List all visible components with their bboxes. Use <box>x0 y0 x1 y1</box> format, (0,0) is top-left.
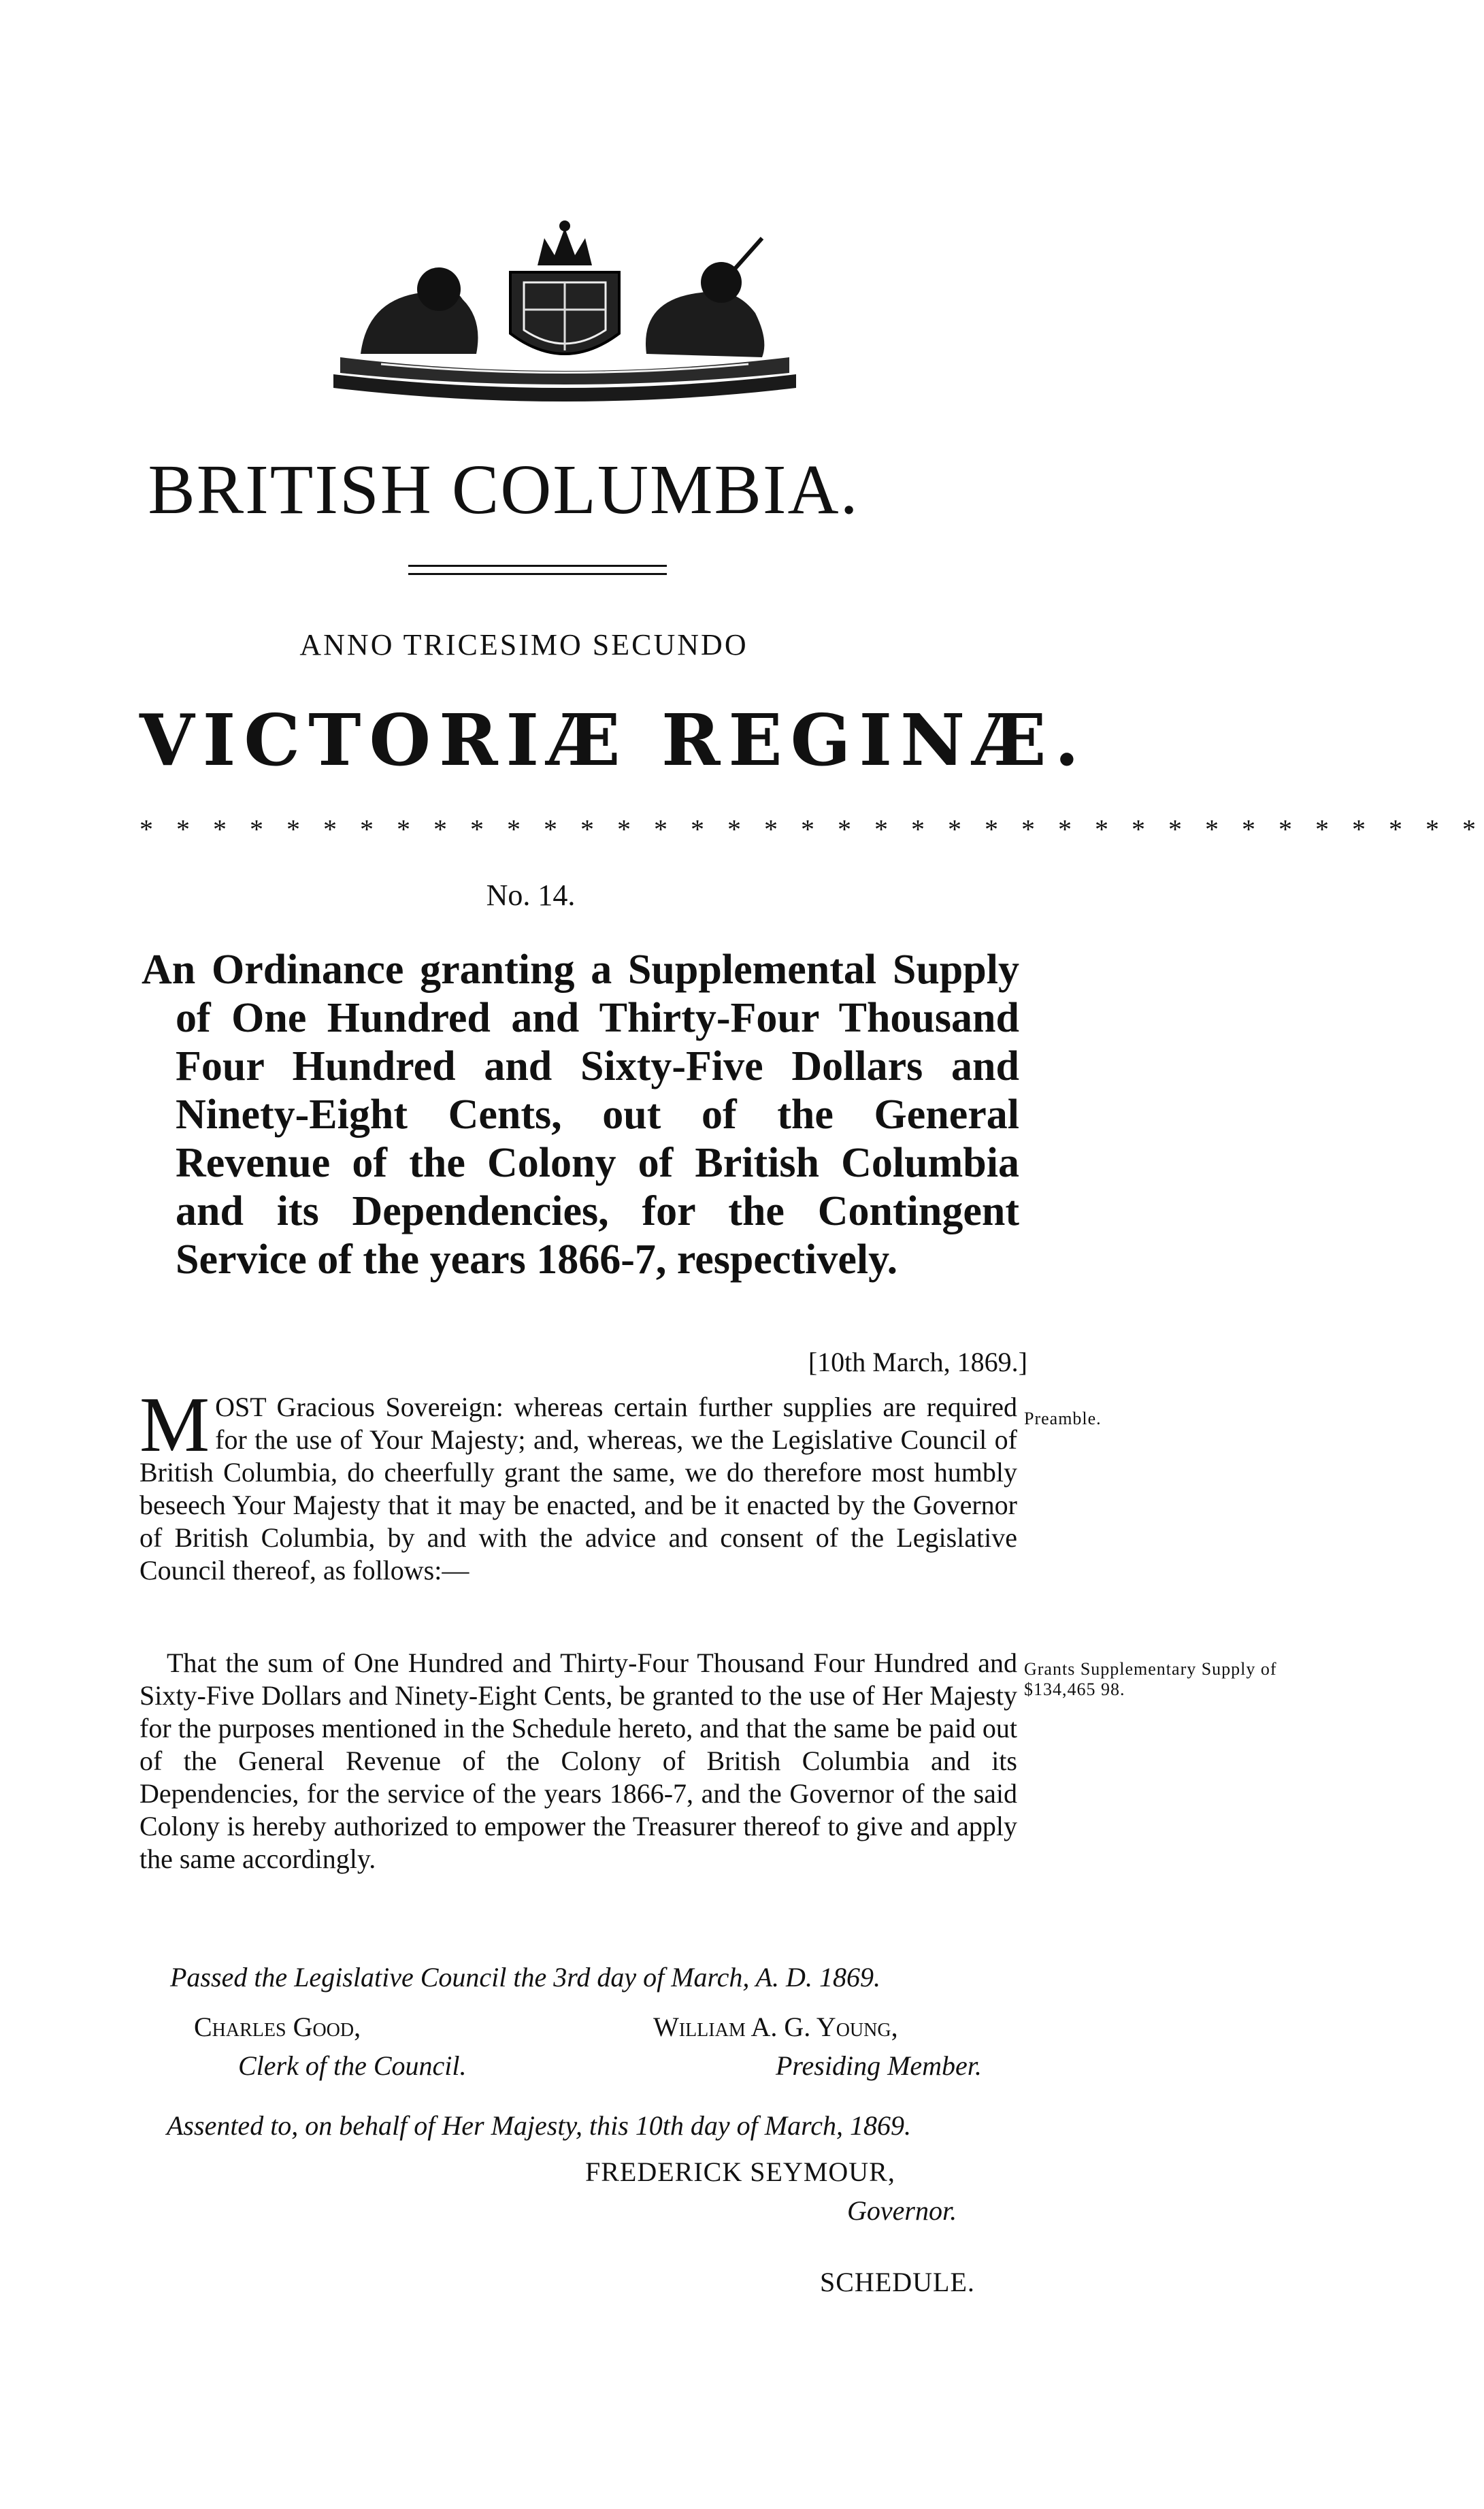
clerk-title: Clerk of the Council. <box>238 2050 467 2081</box>
grant-paragraph: That the sum of One Hundred and Thirty-Four Thousand Four Hundred and Sixty-Five Dollars and Ninety-Eight Cents, be granted to the use of Her Majesty for the purposes mentioned in the Schedule hereto, and that the same be paid out of the General Revenue of the Colony of British Columbia and its Dependencies, for the service of the years 1866-7, and the Governor of the said Colony is hereby authorized to empower the Treasurer thereof to give and apply the same accordingly. <box>139 1647 1017 1874</box>
anno-regni: ANNO TRICESIMO SECUNDO <box>299 628 748 661</box>
governor-title: Governor. <box>847 2195 957 2226</box>
clerk-name: Charles Good, <box>194 2012 361 2042</box>
title-rule-top <box>408 565 667 567</box>
preamble-paragraph <box>139 1381 1017 1587</box>
royal-coat-of-arms-icon <box>320 218 810 395</box>
colony-title: BRITISH COLUMBIA. <box>148 450 859 529</box>
ordinance-title <box>142 946 1019 1284</box>
title-rule-bottom <box>408 573 667 575</box>
presiding-member-name: William A. G. Young, <box>653 2012 898 2042</box>
regnal-title: VICTORIÆ REGINÆ. <box>139 698 1087 782</box>
presiding-member-title: Presiding Member. <box>776 2050 982 2081</box>
assented-line: Assented to, on behalf of Her Majesty, this 10th day of March, 1869. <box>167 2110 911 2141</box>
ordinance-title-text: An Ordinance granting a Supplemental Supply of One Hundred and Thirty-Four Thousand Four Hundred and Sixty-Five Dollars and Ninety-Eight Cents, out of the General Revenue of the Colony of British Columbia and its Dependencies, for the Contingent Service of the years 1866-7, respectively. <box>142 947 1019 1283</box>
margin-note-preamble: Preamble. <box>1024 1409 1102 1428</box>
preamble-text: OST Gracious Sovereign: whereas certain further supplies are required for the use of Your Majesty; and, whereas, we the Legislative Council of British Columbia, do cheerfully grant the same, we do therefore most humbly beseech Your Majesty that it may be enacted, and be it enacted by the Governor of British Columbia, by and with the advice and consent of the Legislative Council thereof, as follows:— <box>139 1392 1017 1586</box>
star-divider: * * * * * * * * * * * * * * * * * * * * * * * * * * * * * * * * * * * * * <box>139 814 1484 844</box>
margin-note-grant: Grants Supplementary Supply of $134,465 98. <box>1024 1659 1277 1699</box>
ordinance-date: [10th March, 1869.] <box>808 1347 1027 1377</box>
preamble-dropcap: M <box>139 1381 210 1469</box>
passed-line: Passed the Legislative Council the 3rd day of March, A. D. 1869. <box>170 1962 880 1993</box>
schedule-heading: SCHEDULE. <box>820 2267 975 2297</box>
governor-name: FREDERICK SEYMOUR, <box>585 2157 895 2187</box>
ordinance-number: No. 14. <box>486 879 576 912</box>
